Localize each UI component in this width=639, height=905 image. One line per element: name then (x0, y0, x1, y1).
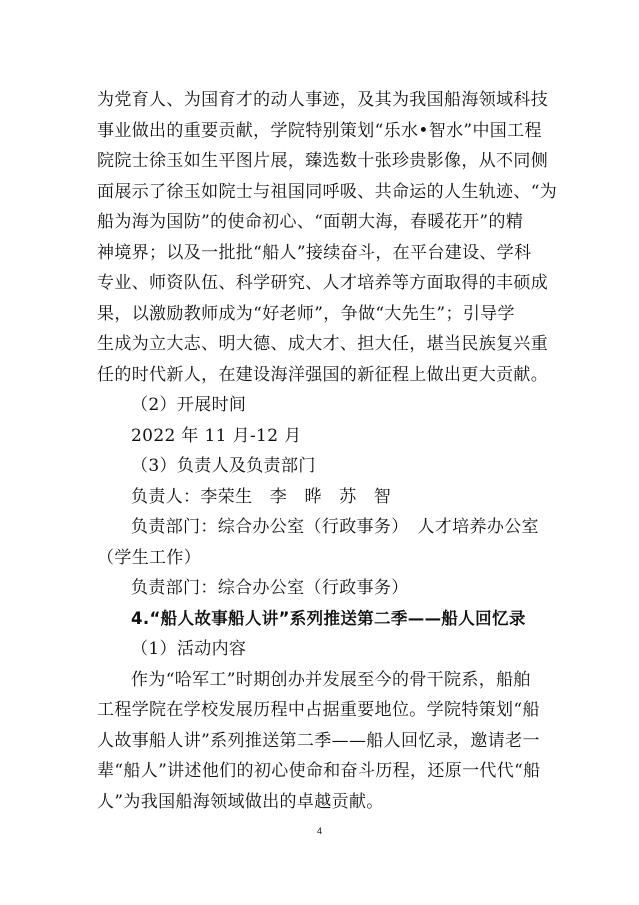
paragraph-line: 辈“船人”讲述他们的初心使命和奋斗历程，还原一代代“船 (97, 761, 541, 781)
paragraph-line: 面展示了徐玉如院士与祖国同呼吸、共命运的人生轨迹、“为 (97, 181, 558, 202)
owner-people: 负责人：李荣生 李 晔 苏 智 (131, 486, 392, 507)
paragraph-line: 任的时代新人，在建设海洋强国的新征程上做出更大贡献。 (97, 364, 549, 385)
paragraph-line: 院院士徐玉如生平图片展，臻选数十张珍贵影像，从不同侧 (97, 151, 549, 171)
page-number: 4 (316, 826, 322, 836)
time-value: 2022 年 11 月-12 月 (131, 425, 302, 446)
paragraph-line: 作为“哈军工”时期创办并发展至今的骨干院系，船舶 (131, 669, 531, 690)
paragraph-line: 神境界；以及一批批“船人”接续奋斗，在平台建设、学科 (97, 242, 532, 263)
paragraph-line: 人故事船人讲”系列推送第二季——船人回忆录，邀请老一 (97, 730, 540, 751)
paragraph-line: 生成为立大志、明大德、成大才、担大任，堪当民族复兴重 (97, 334, 549, 354)
paragraph-line: 为党育人、为国育才的动人事迹，及其为我国船海领域科技 (97, 90, 549, 110)
time-heading: （2）开展时间 (131, 395, 247, 415)
content-heading: （1）活动内容 (131, 639, 247, 659)
paragraph-line: 工程学院在学校发展历程中占据重要地位。学院特策划“船 (97, 700, 540, 720)
paragraph-line: 专业、师资队伍、科学研究、人才培养等方面取得的丰硕成 (97, 273, 549, 293)
paragraph-line: 事业做出的重要贡献，学院特别策划“乐水•智水”中国工程 (97, 120, 542, 141)
owner-heading: （3）负责人及负责部门 (131, 456, 316, 476)
department-line-continued: （学生工作） (97, 547, 202, 568)
department-line: 负责部门：综合办公室（行政事务） (131, 578, 409, 598)
department-line: 负责部门：综合办公室（行政事务） 人才培养办公室 (131, 517, 539, 537)
paragraph-line: 船为海为国防”的使命初心、“面朝大海，春暖花开”的精 (97, 212, 524, 232)
section-title: 4.“船人故事船人讲”系列推送第二季——船人回忆录 (131, 608, 526, 628)
paragraph-line: 果，以激励教师成为“好老师”，争做“大先生”；引导学 (97, 303, 515, 324)
paragraph-line: 人”为我国船海领域做出的卓越贡献。 (97, 791, 384, 812)
